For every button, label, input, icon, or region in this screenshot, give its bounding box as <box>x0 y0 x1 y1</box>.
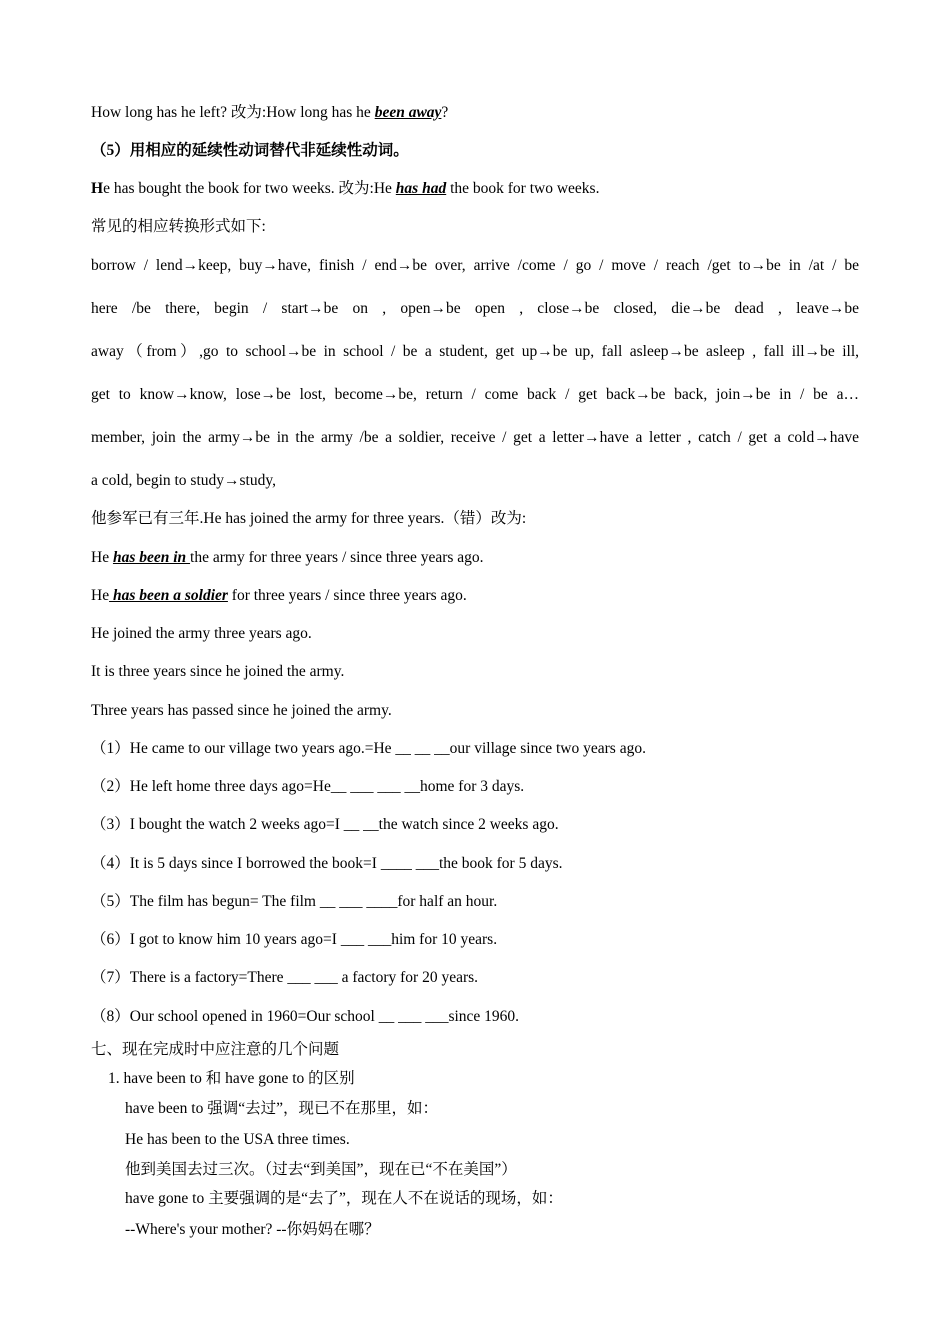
highlighted-answer: been away <box>374 104 442 121</box>
text-line: He joined the army three years ago. <box>91 625 312 642</box>
text-line: He has bought the book for two weeks. 改为:He has had the book for two weeks. <box>91 180 600 197</box>
exercise-item: （3）I bought the watch 2 weeks ago=I __ __the watch since 2 weeks ago. <box>91 816 559 833</box>
text-line: 他到美国去过三次。（过去“到美国”，现在已“不在美国”） <box>125 1161 517 1178</box>
paragraph-line: member, join the army→be in the army /be a soldier, receive / get a letter→have a letter , catch / get a cold→have <box>91 429 859 446</box>
text-line: have been to 强调“去过”，现已不在那里，如： <box>125 1100 438 1117</box>
text-line: have gone to 主要强调的是“去了”，现在人不在说话的现场，如： <box>125 1190 563 1207</box>
subsection-heading: 1. have been to 和 have gone to 的区别 <box>108 1070 355 1087</box>
highlighted-answer: has been a soldier <box>109 587 228 604</box>
exercise-item: （4）It is 5 days since I borrowed the book=I ____ ___the book for 5 days. <box>91 855 563 872</box>
exercise-item: （2）He left home three days ago=He__ ___ ___ __home for 3 days. <box>91 778 525 795</box>
section-heading: （5）用相应的延续性动词替代非延续性动词。 <box>91 142 409 159</box>
paragraph-line: here /be there, begin / start→be on , open→be open , close→be closed, die→be dead , leave→be <box>91 300 859 317</box>
paragraph-line: a cold, begin to study→study, <box>91 472 276 489</box>
exercise-item: （6）I got to know him 10 years ago=I ___ ___him for 10 years. <box>91 931 498 948</box>
section-heading: 七、现在完成时中应注意的几个问题 <box>91 1041 340 1058</box>
text-line: 常见的相应转换形式如下: <box>91 218 266 235</box>
example-sentence: He has been to the USA three times. <box>125 1131 350 1148</box>
exercise-item: （7）There is a factory=There ___ ___ a factory for 20 years. <box>91 969 479 986</box>
text-line: He has been in the army for three years / since three years ago. <box>91 549 484 566</box>
paragraph-line: borrow / lend→keep, buy→have, finish / end→be over, arrive /come / go / move / reach /get to→be in /at / be <box>91 257 859 274</box>
exercise-item: （8）Our school opened in 1960=Our school __ ___ ___since 1960. <box>91 1008 520 1025</box>
text-line: Three years has passed since he joined the army. <box>91 702 392 719</box>
paragraph-line: away（from）,go to school→be in school / be a student, get up→be up, fall asleep→be asleep , fall ill→be ill, <box>91 343 859 360</box>
text-line: How long has he left? 改为:How long has he been away? <box>91 104 449 121</box>
exercise-item: （1）He came to our village two years ago.=He __ __ __our village since two years ago. <box>91 740 646 757</box>
exercise-item: （5）The film has begun= The film __ ___ ____for half an hour. <box>91 893 498 910</box>
highlighted-answer: has been in <box>112 549 191 566</box>
text-line: He has been a soldier for three years / since three years ago. <box>91 587 467 604</box>
example-sentence: --Where's your mother? --你妈妈在哪？ <box>125 1221 380 1238</box>
text-line: 他参军已有三年.He has joined the army for three years.（错）改为: <box>91 510 527 527</box>
paragraph-line: get to know→know, lose→be lost, become→be, return / come back / get back→be back, join→be in / be a… <box>91 386 859 403</box>
highlighted-answer: has had <box>395 180 447 197</box>
text-line: It is three years since he joined the army. <box>91 663 345 680</box>
